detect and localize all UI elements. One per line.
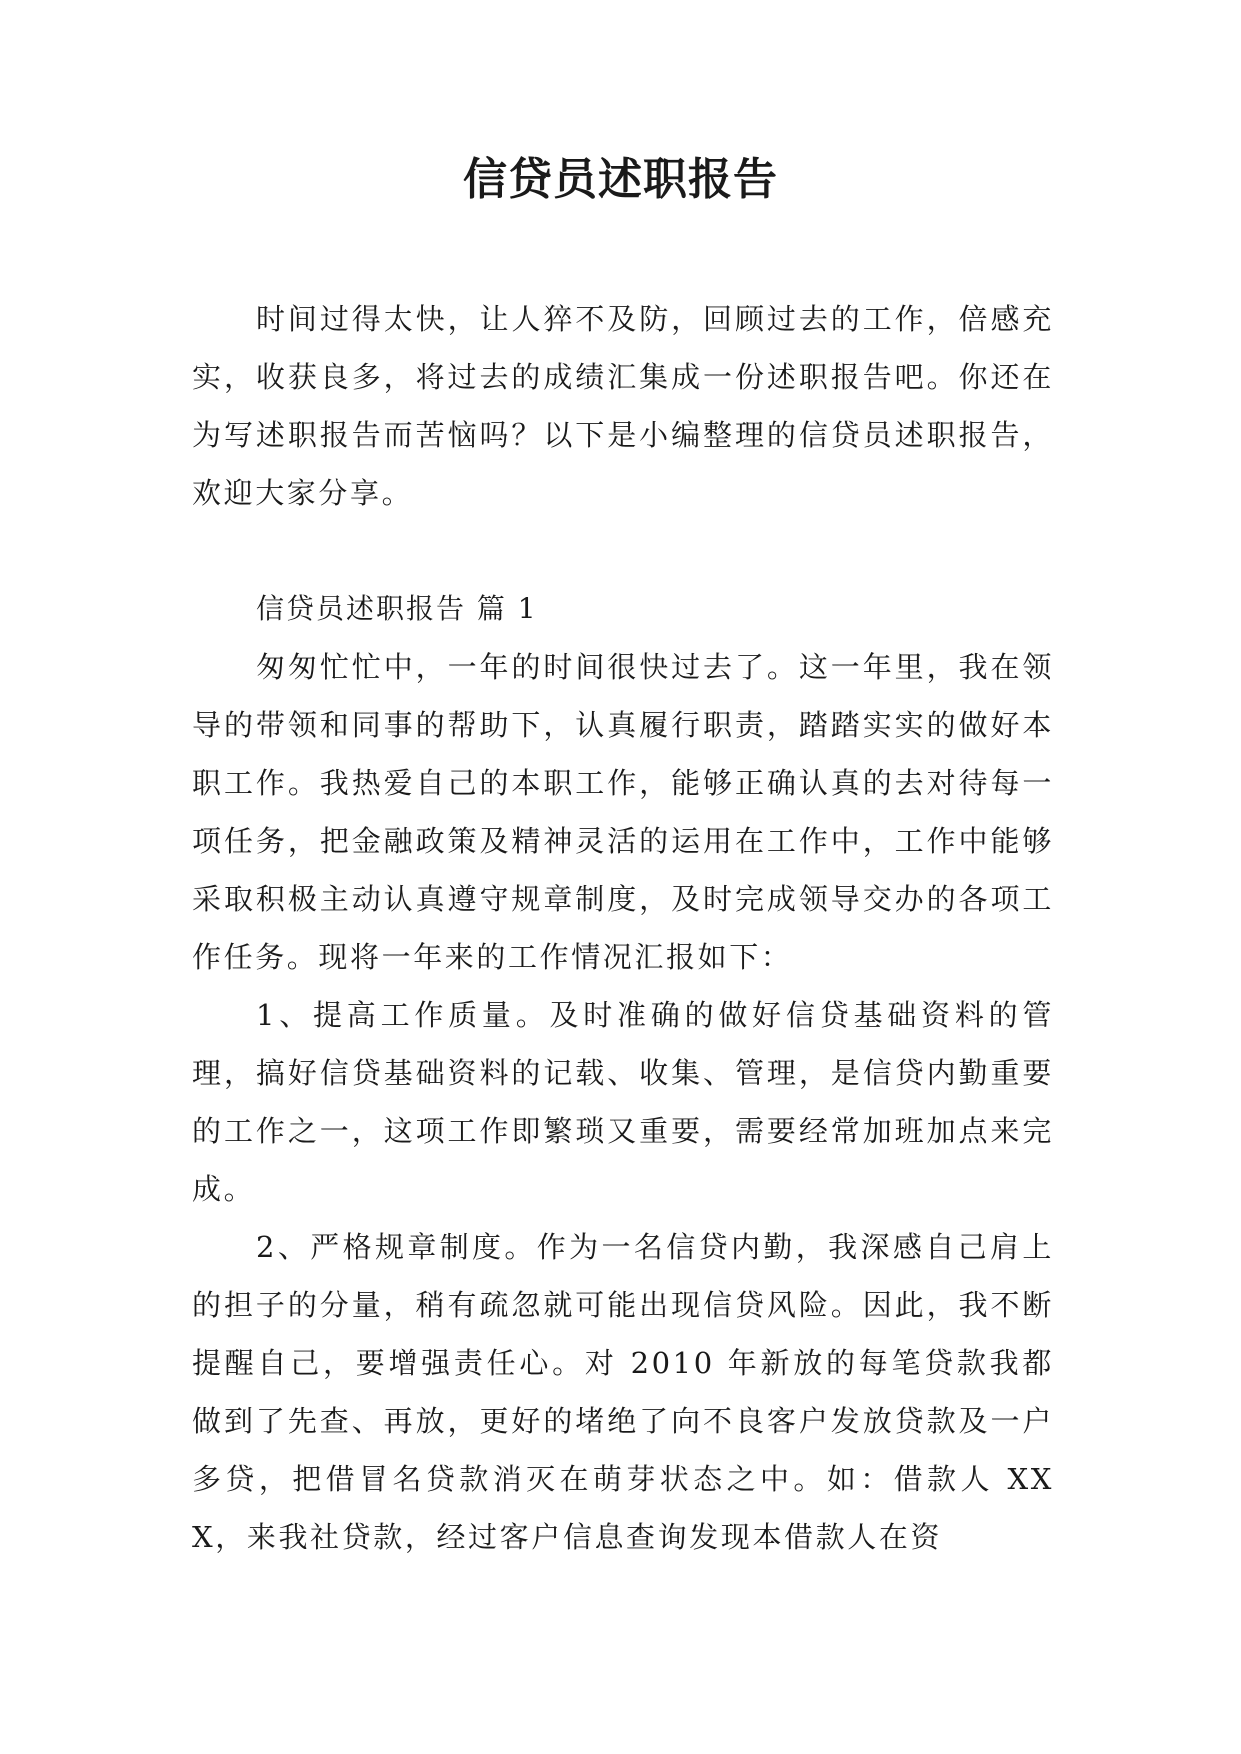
- body-paragraph-3: 2、严格规章制度。作为一名信贷内勤，我深感自己肩上的担子的分量，稍有疏忽就可能出现信贷风险。因此，我不断提醒自己，要增强责任心。对 2010 年新放的每笔贷款我都做到了先查、再放，更好的堵绝了向不良客户发放贷款及一户多贷，把借冒名贷款消灭在萌芽状态之中。如：借款人 XXX，来我社贷款，经过客户信息查询发现本借款人在资: [192, 1230, 1054, 1554]
- document-title: 信贷员述职报告: [463, 154, 778, 205]
- section-heading: 信贷员述职报告 篇 1: [256, 592, 538, 625]
- paragraph-spacer: [192, 522, 1054, 580]
- intro-paragraph: 时间过得太快，让人猝不及防，回顾过去的工作，倍感充实，收获良多，将过去的成绩汇集成一份述职报告吧。你还在为写述职报告而苦恼吗？以下是小编整理的信贷员述职报告，欢迎大家分享。: [192, 302, 1054, 510]
- body-paragraph-2: 1、提高工作质量。及时准确的做好信贷基础资料的管理，搞好信贷基础资料的记载、收集、管理，是信贷内勤重要的工作之一，这项工作即繁琐又重要，需要经常加班加点来完成。: [192, 998, 1054, 1206]
- document-body: [192, 290, 1054, 1566]
- body-paragraph-1: 匆匆忙忙中，一年的时间很快过去了。这一年里，我在领导的带领和同事的帮助下，认真履行职责，踏踏实实的做好本职工作。我热爱自己的本职工作，能够正确认真的去对待每一项任务，把金融政策及精神灵活的运用在工作中，工作中能够采取积极主动认真遵守规章制度，及时完成领导交办的各项工作任务。现将一年来的工作情况汇报如下：: [192, 650, 1054, 974]
